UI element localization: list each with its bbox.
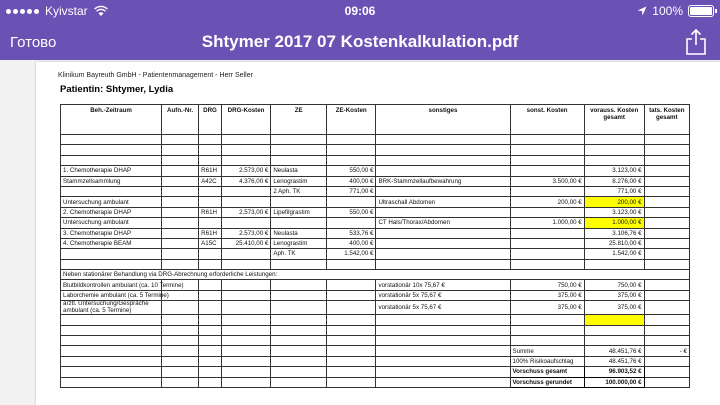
- table-row: [61, 155, 690, 165]
- table-cell: [326, 367, 375, 377]
- table-cell: [376, 259, 510, 269]
- table-cell: [376, 238, 510, 248]
- table-cell: [510, 135, 584, 145]
- table-cell: [162, 356, 199, 366]
- table-cell: [376, 356, 510, 366]
- table-cell: Neulasta: [271, 228, 327, 238]
- table-cell: 2 Aph. TK: [271, 186, 327, 196]
- table-cell: [61, 336, 162, 346]
- table-cell: [61, 356, 162, 366]
- table-row: [61, 259, 690, 269]
- table-cell: [510, 155, 584, 165]
- summary-label: Vorschuss gesamt: [510, 367, 584, 377]
- table-cell: Lipefilgrastim: [271, 207, 327, 217]
- pdf-page[interactable]: [36, 62, 720, 405]
- table-cell: [162, 207, 199, 217]
- table-cell: [162, 135, 199, 145]
- table-cell: vorstationär 5x 75,67 €: [376, 290, 510, 300]
- table-cell: [162, 325, 199, 335]
- table-cell: [221, 186, 270, 196]
- table-cell: 375,00 €: [584, 290, 644, 300]
- table-cell: [271, 367, 327, 377]
- table-cell: [510, 259, 584, 269]
- table-cell: [326, 301, 375, 315]
- table-cell: Ultraschall Abdomen: [376, 197, 510, 207]
- column-header: Beh.-Zeitraum: [61, 105, 162, 135]
- table-cell: [221, 290, 270, 300]
- table-cell: 25.810,00 €: [584, 238, 644, 248]
- table-cell: R61H: [199, 166, 222, 176]
- clock: 09:06: [344, 4, 376, 18]
- summary-label: Summe: [510, 346, 584, 356]
- summary-planned: 48.451,76 €: [584, 356, 644, 366]
- table-cell: [510, 325, 584, 335]
- table-cell: [326, 197, 375, 207]
- table-row: [61, 290, 690, 300]
- table-cell: [644, 135, 689, 145]
- summary-row: [61, 356, 690, 366]
- table-cell: 2.573,00 €: [221, 166, 270, 176]
- table-cell: 4. Chemotherapie BEAM: [61, 238, 162, 248]
- table-cell: vorstationär 5x 75,67 €: [376, 301, 510, 315]
- table-cell: [221, 218, 270, 228]
- table-cell: 771,00 €: [584, 186, 644, 196]
- column-header: DRG: [199, 105, 222, 135]
- table-cell: [199, 356, 222, 366]
- table-cell: [326, 356, 375, 366]
- table-cell: [221, 346, 270, 356]
- table-cell: [510, 166, 584, 176]
- column-header: Aufn.-Nr.: [162, 105, 199, 135]
- table-cell: [271, 155, 327, 165]
- table-cell: [644, 238, 689, 248]
- table-cell: [199, 367, 222, 377]
- done-button[interactable]: Готово: [10, 34, 57, 51]
- table-cell: [376, 135, 510, 145]
- table-cell: [162, 336, 199, 346]
- table-cell: [271, 135, 327, 145]
- summary-planned: 96.903,52 €: [584, 367, 644, 377]
- table-cell: [644, 145, 689, 155]
- table-cell: [584, 259, 644, 269]
- table-cell: CT Hals/Thorax/Abdomen: [376, 218, 510, 228]
- table-cell: [199, 290, 222, 300]
- table-cell: [510, 145, 584, 155]
- table-cell: [326, 377, 375, 387]
- summary-planned: 100.000,00 €: [584, 377, 644, 387]
- table-cell: 1. Chemotherapie DHAP: [61, 166, 162, 176]
- table-cell: [644, 166, 689, 176]
- table-cell: [221, 301, 270, 315]
- table-cell: [199, 280, 222, 290]
- table-cell: 375,00 €: [510, 301, 584, 315]
- table-row: [61, 301, 690, 315]
- table-cell: [271, 346, 327, 356]
- location-arrow-icon: [637, 6, 647, 16]
- table-cell: 550,00 €: [326, 166, 375, 176]
- table-row: [61, 218, 690, 228]
- table-cell: [221, 336, 270, 346]
- table-cell: 3.106,76 €: [584, 228, 644, 238]
- table-row: [61, 228, 690, 238]
- cost-table: [60, 104, 690, 388]
- status-right: [637, 4, 714, 18]
- summary-actual: [644, 377, 689, 387]
- table-cell: 8.276,00 €: [584, 176, 644, 186]
- table-cell: [271, 218, 327, 228]
- table-cell: 400,00 €: [326, 176, 375, 186]
- table-cell: [199, 135, 222, 145]
- table-cell: [61, 249, 162, 259]
- table-cell: 771,00 €: [326, 186, 375, 196]
- table-cell: [199, 186, 222, 196]
- table-cell: 2. Chemotherapie DHAP: [61, 207, 162, 217]
- table-cell: 3.123,00 €: [584, 207, 644, 217]
- table-cell: [376, 346, 510, 356]
- table-cell: [326, 336, 375, 346]
- table-cell: [221, 325, 270, 335]
- table-cell: [510, 186, 584, 196]
- summary-row: [61, 346, 690, 356]
- table-cell: [510, 315, 584, 325]
- column-header: vorauss. Kosten gesamt: [584, 105, 644, 135]
- table-cell: [510, 238, 584, 248]
- table-cell: 1.542,00 €: [584, 249, 644, 259]
- table-cell: [376, 166, 510, 176]
- table-cell: 3.123,00 €: [584, 166, 644, 176]
- table-cell: R61H: [199, 207, 222, 217]
- table-cell: [221, 315, 270, 325]
- table-cell: [162, 377, 199, 387]
- share-icon[interactable]: [684, 28, 708, 56]
- table-row: [61, 336, 690, 346]
- table-cell: [199, 249, 222, 259]
- table-cell: [644, 186, 689, 196]
- table-cell: [162, 238, 199, 248]
- table-cell: [221, 135, 270, 145]
- table-cell: [199, 377, 222, 387]
- table-cell: [271, 290, 327, 300]
- table-cell: A42C: [199, 176, 222, 186]
- column-header: sonst. Kosten: [510, 105, 584, 135]
- table-cell: [61, 377, 162, 387]
- table-cell: [271, 145, 327, 155]
- table-cell: 375,00 €: [584, 301, 644, 315]
- table-cell: 1.000,00 €: [510, 218, 584, 228]
- document-title: Shtymer 2017 07 Kostenkalkulation.pdf: [201, 32, 519, 51]
- summary-row: [61, 367, 690, 377]
- table-cell: [61, 155, 162, 165]
- table-cell: [162, 176, 199, 186]
- status-bar: [0, 0, 720, 22]
- table-cell: 25.410,00 €: [221, 238, 270, 248]
- table-cell: [376, 228, 510, 238]
- table-cell: Lenograstim: [271, 176, 327, 186]
- table-cell: Aph. TK: [271, 249, 327, 259]
- table-cell: Lenograstim: [271, 238, 327, 248]
- table-cell: [510, 207, 584, 217]
- table-cell: [644, 197, 689, 207]
- table-cell: [376, 155, 510, 165]
- table-cell: [376, 336, 510, 346]
- table-cell: [162, 346, 199, 356]
- table-cell: [510, 249, 584, 259]
- table-cell: [271, 356, 327, 366]
- table-cell: [644, 176, 689, 186]
- table-cell: 200,00 €: [584, 197, 644, 207]
- summary-actual: [644, 367, 689, 377]
- table-cell: 3.500,00 €: [510, 176, 584, 186]
- table-cell: [61, 367, 162, 377]
- table-cell: [221, 367, 270, 377]
- table-cell: [199, 325, 222, 335]
- table-row: [61, 270, 690, 280]
- table-cell: [376, 315, 510, 325]
- table-cell: [326, 325, 375, 335]
- table-cell: 2.573,00 €: [221, 228, 270, 238]
- table-row: [61, 166, 690, 176]
- table-cell: [61, 325, 162, 335]
- table-cell: [644, 207, 689, 217]
- table-cell: [162, 197, 199, 207]
- table-cell: Neulasta: [271, 166, 327, 176]
- column-header: ZE-Kosten: [326, 105, 375, 135]
- table-cell: [199, 218, 222, 228]
- table-cell: [221, 155, 270, 165]
- table-cell: [221, 356, 270, 366]
- table-cell: 533,76 €: [326, 228, 375, 238]
- summary-actual: [644, 356, 689, 366]
- table-cell: BRK-Stammzellaufbewahrung: [376, 176, 510, 186]
- table-cell: [199, 315, 222, 325]
- table-cell: 375,00 €: [510, 290, 584, 300]
- table-cell: 550,00 €: [326, 207, 375, 217]
- table-cell: R61H: [199, 228, 222, 238]
- table-cell: A15C: [199, 238, 222, 248]
- table-row: [61, 186, 690, 196]
- table-cell: [376, 377, 510, 387]
- carrier-name: Kyivstar: [45, 4, 88, 18]
- table-cell: [644, 259, 689, 269]
- table-cell: Stammzellsammlung: [61, 176, 162, 186]
- table-cell: [584, 145, 644, 155]
- summary-actual: - €: [644, 346, 689, 356]
- table-cell: [326, 280, 375, 290]
- table-row: [61, 207, 690, 217]
- table-cell: 2.573,00 €: [221, 207, 270, 217]
- summary-label: Vorschuss gerundet: [510, 377, 584, 387]
- table-cell: [510, 336, 584, 346]
- table-cell: 750,00 €: [510, 280, 584, 290]
- table-cell: 200,00 €: [510, 197, 584, 207]
- table-row: [61, 145, 690, 155]
- app-header: [0, 0, 720, 60]
- column-header: sonstiges: [376, 105, 510, 135]
- table-cell: [162, 155, 199, 165]
- table-cell: [644, 155, 689, 165]
- table-cell: [584, 135, 644, 145]
- battery-icon: [688, 5, 714, 17]
- table-cell: [162, 186, 199, 196]
- table-cell: [221, 145, 270, 155]
- table-cell: [326, 259, 375, 269]
- table-cell: [199, 145, 222, 155]
- table-cell: [326, 290, 375, 300]
- table-cell: [644, 315, 689, 325]
- table-cell: [162, 166, 199, 176]
- table-cell: [162, 301, 199, 315]
- table-row: [61, 197, 690, 207]
- table-cell: 1.000,00 €: [584, 218, 644, 228]
- table-cell: [644, 228, 689, 238]
- table-cell: [221, 197, 270, 207]
- table-cell: [61, 186, 162, 196]
- table-cell: [199, 346, 222, 356]
- table-cell: [584, 325, 644, 335]
- table-cell: Laborchemie ambulant (ca. 5 Termine): [61, 290, 162, 300]
- table-cell: [326, 218, 375, 228]
- table-cell: [199, 336, 222, 346]
- table-cell: [271, 197, 327, 207]
- summary-planned: 48.451,76 €: [584, 346, 644, 356]
- table-cell: Neben stationärer Behandlung via DRG-Abrechnung erforderliche Leistungen:: [61, 270, 690, 280]
- table-cell: [199, 301, 222, 315]
- table-cell: [510, 228, 584, 238]
- table-cell: [199, 197, 222, 207]
- table-cell: [162, 367, 199, 377]
- table-cell: [271, 377, 327, 387]
- table-cell: [644, 249, 689, 259]
- table-cell: [61, 135, 162, 145]
- column-header: DRG-Kosten: [221, 105, 270, 135]
- table-cell: vorstationär 10x 75,67 €: [376, 280, 510, 290]
- table-cell: [162, 218, 199, 228]
- table-cell: [326, 346, 375, 356]
- column-header: tats. Kosten gesamt: [644, 105, 689, 135]
- table-cell: [271, 280, 327, 290]
- table-body: [61, 135, 690, 388]
- document-header: Klinikum Bayreuth GmbH - Patientenmanagement - Herr Seller: [58, 72, 253, 79]
- table-row: [61, 280, 690, 290]
- table-cell: [162, 228, 199, 238]
- battery-percent: 100%: [652, 4, 683, 18]
- table-cell: [271, 336, 327, 346]
- table-cell: [326, 315, 375, 325]
- table-cell: [644, 301, 689, 315]
- table-cell: [376, 325, 510, 335]
- table-cell: [376, 207, 510, 217]
- table-cell: [162, 315, 199, 325]
- table-cell: [61, 145, 162, 155]
- table-cell: [326, 155, 375, 165]
- table-cell: [584, 315, 644, 325]
- table-cell: [271, 259, 327, 269]
- table-cell: [61, 259, 162, 269]
- table-cell: [221, 377, 270, 387]
- table-cell: 750,00 €: [584, 280, 644, 290]
- table-cell: [326, 145, 375, 155]
- table-cell: 3. Chemotherapie DHAP: [61, 228, 162, 238]
- table-cell: [162, 249, 199, 259]
- table-cell: [584, 155, 644, 165]
- table-cell: [376, 145, 510, 155]
- table-cell: [61, 346, 162, 356]
- table-cell: [644, 336, 689, 346]
- table-row: [61, 238, 690, 248]
- nav-bar: [0, 24, 720, 60]
- table-cell: [584, 336, 644, 346]
- table-header-row: [61, 105, 690, 135]
- table-row: [61, 135, 690, 145]
- table-cell: [376, 186, 510, 196]
- table-cell: Untersuchung ambulant: [61, 218, 162, 228]
- table-cell: [199, 155, 222, 165]
- table-cell: [376, 367, 510, 377]
- table-cell: [271, 325, 327, 335]
- table-cell: [221, 259, 270, 269]
- column-header: ZE: [271, 105, 327, 135]
- table-cell: [162, 145, 199, 155]
- table-cell: [644, 280, 689, 290]
- table-cell: [326, 135, 375, 145]
- table-cell: [644, 290, 689, 300]
- summary-label: 100% Risikoaufschlag: [510, 356, 584, 366]
- table-cell: [644, 325, 689, 335]
- table-cell: [162, 259, 199, 269]
- table-row: [61, 325, 690, 335]
- table-cell: [61, 315, 162, 325]
- table-cell: 4.376,00 €: [221, 176, 270, 186]
- table-row: [61, 249, 690, 259]
- table-cell: [644, 218, 689, 228]
- table-cell: 400,00 €: [326, 238, 375, 248]
- table-cell: [221, 249, 270, 259]
- table-cell: ärztl. Untersuchung/Gespräche ambulant (ca. 5 Termine): [61, 301, 162, 315]
- table-cell: Untersuchung ambulant: [61, 197, 162, 207]
- table-row: [61, 315, 690, 325]
- table-cell: [271, 315, 327, 325]
- patient-name: Patientin: Shtymer, Lydia: [60, 84, 174, 95]
- table-row: [61, 176, 690, 186]
- table-cell: [376, 249, 510, 259]
- summary-row: [61, 377, 690, 387]
- table-cell: [199, 259, 222, 269]
- table-cell: Blutbildkontrollen ambulant (ca. 10 Termine): [61, 280, 162, 290]
- table-cell: [221, 280, 270, 290]
- table-cell: 1.542,00 €: [326, 249, 375, 259]
- table-cell: [271, 301, 327, 315]
